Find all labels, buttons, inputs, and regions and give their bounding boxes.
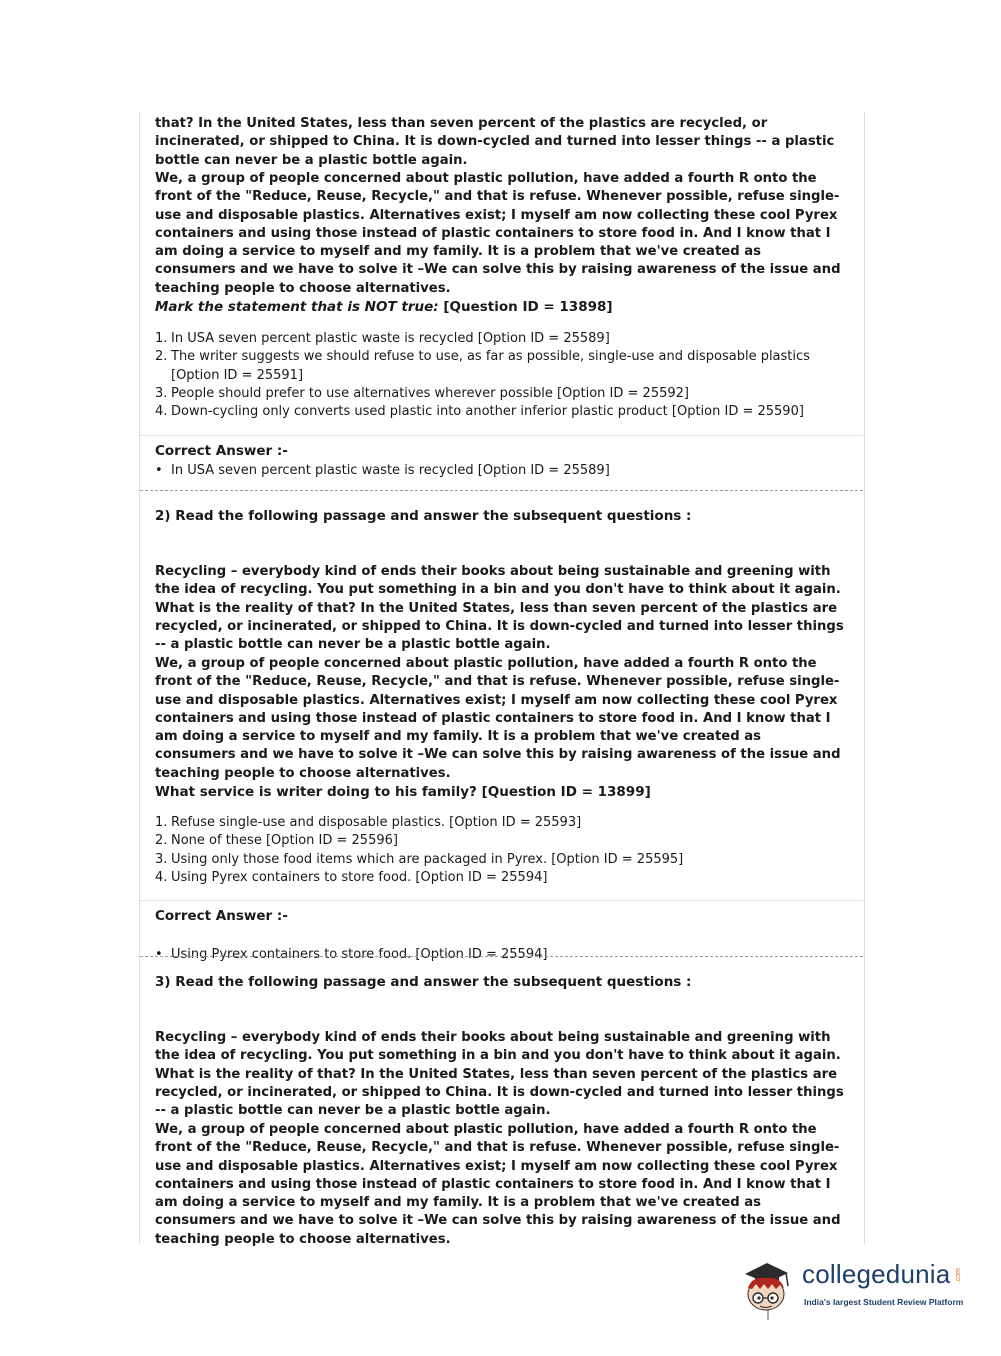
option-item: 2. None of these [Option ID = 25596] <box>155 833 398 849</box>
option-item: 4. Down-cycling only converts used plastic into another inferior plastic product [Option ID = 25590] <box>155 404 804 420</box>
passage-2-paragraph-2: We, a group of people concerned about plastic pollution, have added a fourth R onto the front of the "Reduce, Reuse, Recycle," and that is refuse. Whenever possible, refuse single-use and disposable plastics. Alternatives exist; I myself am now collecting these cool Pyrex containers and using those instead of plastic containers to store food in. And I know that I am doing a service to myself and my family. It is a problem that we've created as consumers and we have to solve it –We can solve this by raising awareness of the issue and teaching people to choose alternatives. <box>155 656 841 781</box>
question-1-text: Mark the statement that is NOT true: <box>155 299 439 315</box>
question-separator <box>140 490 863 491</box>
correct-answer-label: Correct Answer :- <box>155 443 288 459</box>
divider <box>140 900 863 901</box>
passage-3-paragraph-2: We, a group of people concerned about plastic pollution, have added a fourth R onto the front of the "Reduce, Reuse, Recycle," and that is refuse. Whenever possible, refuse single-use and disposable plastics. Alternatives exist; I myself am now collecting these cool Pyrex containers and using those instead of plastic containers to store food in. And I know that I am doing a service to myself and my family. It is a problem that we've created as consumers and we have to solve it –We can solve this by raising awareness of the issue and teaching people to choose alternatives. <box>155 1122 841 1247</box>
divider <box>140 435 863 436</box>
passage-3-paragraph-1: Recycling – everybody kind of ends their books about being sustainable and greening with the idea of recycling. You put something in a bin and you don't have to think about it again. What is the reality of that? In the United States, less than seven percent of the plastics are recycled, or incinerated, or shipped to China. It is down-cycled and turned into lesser things -- a plastic bottle can never be a plastic bottle again. <box>155 1030 844 1119</box>
brand-tagline: India's largest Student Review Platform <box>804 1297 964 1307</box>
passage-1-paragraph-2: We, a group of people concerned about plastic pollution, have added a fourth R onto the front of the "Reduce, Reuse, Recycle," and that is refuse. Whenever possible, refuse single-use and disposable plastics. Alternatives exist; I myself am now collecting these cool Pyrex containers and using those instead of plastic containers to store food in. And I know that I am doing a service to myself and my family. It is a problem that we've created as consumers and we have to solve it –We can solve this by raising awareness of the issue and teaching people to choose alternatives. <box>155 171 841 296</box>
question-1-options <box>155 330 845 421</box>
question-2-options <box>155 814 845 887</box>
option-item: 3. People should prefer to use alternatives wherever possible [Option ID = 25592] <box>155 385 689 401</box>
correct-answer-item <box>155 462 861 480</box>
question-2-heading: 2) Read the following passage and answer the subsequent questions : <box>155 508 692 524</box>
correct-answer-text: Using Pyrex containers to store food. [Option ID = 25594] <box>171 947 548 962</box>
correct-answer-item <box>155 946 861 964</box>
option-item: 3. Using only those food items which are packaged in Pyrex. [Option ID = 25595] <box>155 851 684 867</box>
option-item: 4. Using Pyrex containers to store food. [Option ID = 25594] <box>155 869 548 885</box>
option-item: 1. In USA seven percent plastic waste is recycled [Option ID = 25589] <box>155 331 610 346</box>
bullet-icon: • <box>155 947 163 962</box>
question-3-heading: 3) Read the following passage and answer the subsequent questions : <box>155 974 692 990</box>
correct-answer-label: Correct Answer :- <box>155 908 288 924</box>
brand-wordmark: collegedunia <box>802 1259 951 1289</box>
passage-1-tail: that? In the United States, less than seven percent of the plastics are recycled, or incinerated, or shipped to China. It is down-cycled and turned into lesser things -- a plastic bottle can never be a plastic bottle again. <box>155 116 835 168</box>
question-1-id: [Question ID = 13898] <box>443 299 613 315</box>
correct-answer-text: In USA seven percent plastic waste is recycled [Option ID = 25589] <box>171 463 610 478</box>
passage-2-paragraph-1: Recycling – everybody kind of ends their books about being sustainable and greening with the idea of recycling. You put something in a bin and you don't have to think about it again. What is the reality of that? In the United States, less than seven percent of the plastics are recycled, or incinerated, or shipped to China. It is down-cycled and turned into lesser things -- a plastic bottle can never be a plastic bottle again. <box>155 564 844 653</box>
question-separator <box>140 956 863 957</box>
option-item: 1. Refuse single-use and disposable plastics. [Option ID = 25593] <box>155 815 582 830</box>
question-2: What service is writer doing to his family? [Question ID = 13899] <box>155 784 651 800</box>
brand-domain-suffix: .com <box>955 1268 962 1284</box>
bullet-icon: • <box>155 463 163 478</box>
question-1 <box>155 298 845 316</box>
option-item: 2. The writer suggests we should refuse to use, as far as possible, single-use and disposable plastics [Option ID = 25591] <box>155 349 810 383</box>
